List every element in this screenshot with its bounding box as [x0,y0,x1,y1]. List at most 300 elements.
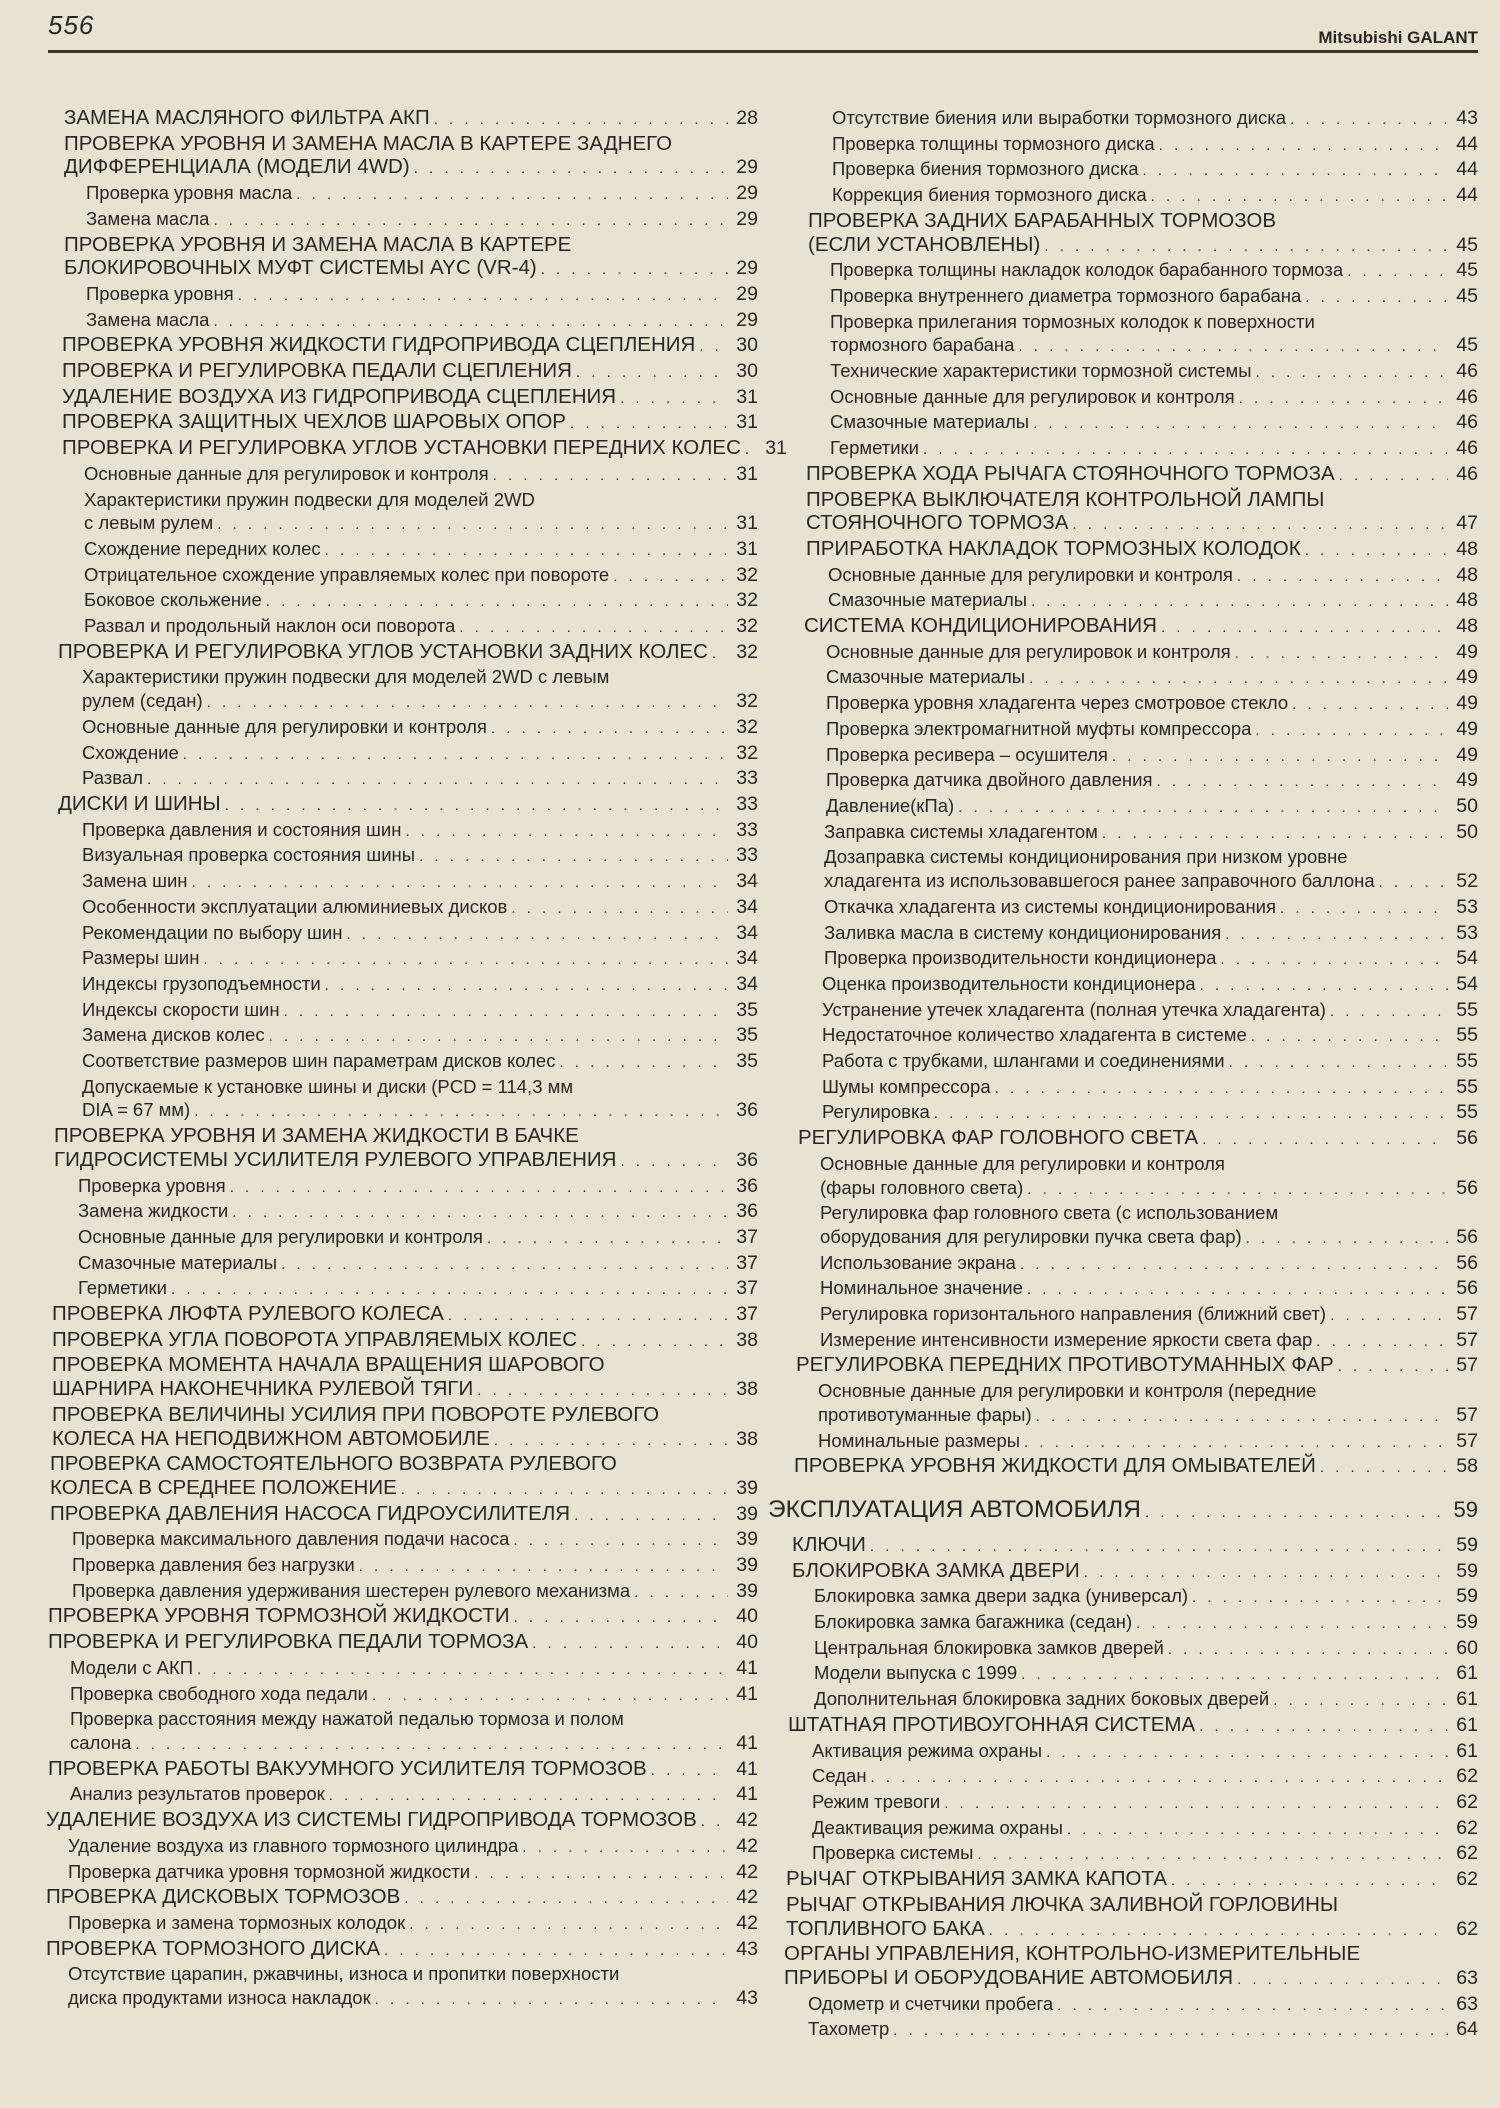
toc-subsection [58,1049,758,1075]
toc-page-number: 44 [1456,132,1478,155]
toc-entry-title: ПРОВЕРКА ДИСКОВЫХ ТОРМОЗОВ [46,1885,401,1909]
toc-page-number: 49 [1456,692,1478,715]
toc-page-number: 32 [736,589,758,612]
toc-subsection [58,1251,758,1277]
toc-dot-leader [944,1792,1448,1816]
toc-entry-title: Номинальные размеры [818,1429,1021,1451]
toc-page-number: 39 [736,1554,758,1577]
toc-subsection [768,1403,1478,1429]
toc-dot-leader [296,183,728,207]
toc-page-number: 62 [1456,1842,1478,1865]
toc-page-number: 42 [736,1860,758,1883]
toc-section [768,1454,1478,1480]
toc-dot-leader [419,845,728,869]
toc-page-number: 34 [736,947,758,970]
toc-subsection [768,895,1478,921]
toc-dot-leader [541,258,728,282]
toc-dot-leader [1018,335,1448,359]
toc-entry-title: Регулировка [822,1101,930,1123]
toc-entry-title: ПРОВЕРКА И РЕГУЛИРОВКА ПЕДАЛИ ТОРМОЗА [48,1630,529,1654]
toc-subsection [768,869,1478,895]
toc-dot-leader [1220,948,1448,972]
toc-entry-title: рулем (седан) [82,690,203,712]
toc-section [48,1630,758,1656]
toc-dot-leader [1145,1497,1448,1529]
toc-dot-leader [995,1077,1448,1101]
toc-subsection [768,310,1478,334]
toc-page-number: 30 [736,360,758,383]
toc-entry-title: БЛОКИРОВКА ЗАМКА ДВЕРИ [792,1558,1080,1582]
toc-page-number: 35 [736,998,758,1021]
toc-subsection [768,1841,1478,1867]
toc-dot-leader [989,1919,1448,1943]
toc-dot-leader [284,1000,728,1024]
toc-entry-title: Регулировка горизонтального направления (ближний свет) [820,1303,1327,1325]
toc-dot-leader [514,1606,728,1630]
toc-subsection [58,1911,758,1937]
toc-dot-leader [559,1051,728,1075]
toc-entry-title: Недостаточное количество хладагента в системе [822,1024,1247,1046]
toc-section [768,1353,1478,1379]
toc-section [768,1893,1478,1917]
toc-section [768,488,1478,512]
toc-page-number: 43 [736,1987,758,2010]
toc-page-number: 55 [1456,1075,1478,1098]
toc-page-number: 46 [1456,411,1478,434]
toc-section [48,1757,758,1783]
toc-entry-title: ПРОВЕРКА И РЕГУЛИРОВКА ПЕДАЛИ СЦЕПЛЕНИЯ [62,359,572,383]
toc-subsection [768,183,1478,209]
toc-page-number: 58 [1456,1455,1478,1478]
toc-subsection [58,488,758,512]
toc-dot-leader [1235,642,1448,666]
toc-subsection [58,1527,758,1553]
toc-entry-title: Замена жидкости [78,1200,229,1222]
toc-subsection [58,869,758,895]
toc-dot-leader [1027,1278,1448,1302]
toc-section [58,155,758,181]
toc-entry-title: Проверка толщины тормозного диска [832,132,1155,154]
toc-entry-title: Схождение передних колес [84,537,321,559]
toc-dot-leader [1067,1818,1448,1842]
toc-entry-title: УДАЛЕНИЕ ВОЗДУХА ИЗ ГИДРОПРИВОДА СЦЕПЛЕНИЯ [62,384,617,408]
toc-entry-title: DIA = 67 мм) [82,1099,191,1121]
toc-page-number: 59 [1456,1559,1478,1582]
toc-page-number: 56 [1456,1176,1478,1199]
toc-dot-leader [923,438,1448,462]
toc-entry-title: Характеристики пружин подвески для моделей 2WD [84,488,535,510]
toc-dot-leader [232,1201,728,1225]
toc-entry-title: Деактивация режима охраны [812,1816,1063,1838]
toc-section [58,106,758,132]
toc-page-number: 48 [1456,537,1478,560]
toc-entry-title: Модели выпуска с 1999 [814,1662,1018,1684]
toc-dot-leader [1347,260,1448,284]
toc-page-number: 53 [1456,921,1478,944]
toc-page-number: 57 [1456,1429,1478,1452]
toc-entry-title: Удаление воздуха из главного тормозного цилиндра [68,1834,519,1856]
toc-dot-leader [634,1581,728,1605]
toc-subsection [768,132,1478,158]
toc-page-number: 33 [736,792,758,815]
toc-entry-title: ПРОВЕРКА ЗАДНИХ БАРАБАННЫХ ТОРМОЗОВ [808,208,1276,232]
toc-page-number: 34 [736,870,758,893]
toc-subsection [768,640,1478,666]
toc-subsection [58,689,758,715]
toc-subsection [768,385,1478,411]
toc-dot-leader [620,1150,728,1174]
toc-subsection [58,1707,758,1731]
toc-entry-title: (ЕСЛИ УСТАНОВЛЕНЫ) [808,232,1041,256]
toc-dot-leader [701,1810,728,1834]
toc-entry-title: Проверка расстояния между нажатой педалью тормоза и полом [70,1708,624,1730]
toc-entry-title: ПРОВЕРКА И РЕГУЛИРОВКА УГЛОВ УСТАНОВКИ ЗАДНИХ КОЛЕС [58,639,708,663]
toc-subsection [58,1731,758,1757]
toc-entry-title: Проверка производительности кондиционера [824,947,1217,969]
toc-subsection [768,1429,1478,1455]
toc-entry-title: ШАРНИРА НАКОНЕЧНИКА РУЛЕВОЙ ТЯГИ [52,1377,474,1401]
toc-dot-leader [1280,897,1448,921]
toc-entry-title: ПРОВЕРКА И РЕГУЛИРОВКА УГЛОВ УСТАНОВКИ ПЕРЕДНИХ КОЛЕС [62,436,741,460]
toc-section [46,1808,758,1834]
toc-dot-leader [522,1836,728,1860]
toc-dot-leader [1320,1456,1448,1480]
toc-dot-leader [459,616,728,640]
toc-entry-title: Оценка производительности кондиционера [822,972,1196,994]
toc-page-number: 49 [1456,769,1478,792]
toc-dot-leader [513,1529,728,1553]
toc-entry-title: Проверка толщины накладок колодок барабанного тормоза [830,259,1344,281]
toc-entry-title: Технические характеристики тормозной системы [830,360,1252,382]
toc-page-number: 32 [736,615,758,638]
toc-entry-title: Замена дисков колес [82,1024,265,1046]
toc-page-number: 49 [1456,717,1478,740]
toc-page-number: 31 [736,411,758,434]
toc-section [58,256,758,282]
toc-page-number: 46 [1456,360,1478,383]
toc-entry-title: РЕГУЛИРОВКА ПЕРЕДНИХ ПРОТИВОТУМАННЫХ ФАР [796,1353,1334,1377]
toc-entry-title: Проверка системы [812,1842,974,1864]
toc-entry-title: ДИФФЕРЕНЦИАЛА (МОДЕЛИ 4WD) [64,155,410,179]
toc-dot-leader [1112,745,1448,769]
toc-entry-title: ДИСКИ И ШИНЫ [58,791,221,815]
toc-page-number: 31 [736,512,758,535]
toc-dot-leader [384,1939,728,1963]
toc-page-number: 36 [736,1200,758,1223]
toc-page-number: 45 [1456,284,1478,307]
toc-section [58,410,758,436]
page-header [48,8,1478,48]
toc-entry-title: Режим тревоги [812,1791,941,1812]
toc-page-number: 39 [736,1579,758,1602]
toc-entry-title: Проверка прилегания тормозных колодок к поверхности [830,310,1315,332]
toc-subsection [58,1023,758,1049]
toc-subsection [58,1986,758,2012]
toc-page-number: 44 [1456,158,1478,181]
toc-entry-title: ПРОВЕРКА ТОРМОЗНОГО ДИСКА [46,1936,381,1960]
toc-page-number: 62 [1456,1868,1478,1891]
toc-page-number: 49 [1456,743,1478,766]
toc-subsection [768,1276,1478,1302]
toc-page-number: 49 [1456,666,1478,689]
toc-page-number: 61 [1456,1662,1478,1685]
toc-dot-leader [1057,1994,1448,2018]
toc-section [768,209,1478,233]
toc-page-number: 50 [1456,794,1478,817]
toc-subsection [768,410,1478,436]
toc-page-number: 45 [1456,233,1478,256]
toc-subsection [58,181,758,207]
toc-page-number: 45 [1456,334,1478,357]
toc-entry-title: Проверка датчика двойного давления [826,769,1153,791]
header-rule [48,50,1478,53]
toc-dot-leader [1168,1638,1448,1662]
toc-page-number: 54 [1456,972,1478,995]
toc-entry-title: Анализ результатов проверок [70,1783,325,1805]
toc-section [54,1148,758,1174]
toc-dot-leader [1031,590,1448,614]
toc-entry-title: Смазочные материалы [828,589,1028,611]
toc-entry-title: ТОПЛИВНОГО БАКА [786,1916,985,1940]
toc-page-number: 41 [736,1682,758,1705]
toc-section [50,1452,758,1476]
toc-page-number: 37 [736,1303,758,1326]
page-number: 556 [48,10,95,40]
toc-entry-title: тормозного барабана [830,334,1015,356]
toc-section [768,1942,1478,1966]
toc-entry-title: Основные данные для регулировок и контроля [826,640,1231,662]
toc-page-number: 55 [1456,1024,1478,1047]
toc-entry-title: ПРОВЕРКА ДАВЛЕНИЯ НАСОСА ГИДРОУСИЛИТЕЛЯ [50,1501,571,1525]
toc-subsection [768,1687,1478,1713]
toc-dot-leader [893,2019,1448,2043]
toc-entry-title: РЫЧАГ ОТКРЫВАНИЯ ЛЮЧКА ЗАЛИВНОЙ ГОРЛОВИНЫ [786,1892,1339,1916]
toc-page-number: 46 [1456,437,1478,460]
toc-page-number: 36 [736,1148,758,1171]
toc-subsection [768,1661,1478,1687]
toc-entry-title: Блокировка замка двери задка (универсал) [814,1585,1189,1607]
toc-dot-leader [1239,387,1448,411]
toc-page-number: 56 [1456,1251,1478,1274]
toc-entry-title: Соответствие размеров шин параметрам дисков колес [82,1050,556,1072]
toc-page-number: 44 [1456,184,1478,207]
toc-subsection [58,511,758,537]
toc-page-number: 29 [736,282,758,305]
toc-dot-leader [1225,923,1448,947]
toc-page-number: 42 [736,1834,758,1857]
toc-dot-leader [574,1504,728,1528]
toc-entry-title: Отсутствие царапин, ржавчины, износа и пропитки поверхности [68,1963,620,1985]
toc-subsection [768,1992,1478,2018]
toc-page-number: 42 [736,1809,758,1832]
toc-entry-title: Проверка уровня [86,282,234,304]
toc-entry-title: Заливка масла в систему кондиционирования [824,921,1222,943]
toc-dot-leader [871,1766,1448,1790]
toc-page-number: 31 [736,537,758,560]
toc-subsection [768,1100,1478,1126]
toc-page-number: 36 [736,1174,758,1197]
toc-entry-title: ПРОВЕРКА ВЫКЛЮЧАТЕЛЯ КОНТРОЛЬНОЙ ЛАМПЫ [806,487,1325,511]
toc-section [52,1377,758,1403]
toc-dot-leader [1044,235,1448,259]
toc-subsection [768,921,1478,947]
toc-page-number: 38 [736,1427,758,1450]
toc-subsection [58,921,758,947]
toc-entry-title: Проверка уровня [78,1174,226,1196]
toc-subsection [58,1656,758,1682]
toc-page-number: 57 [1456,1328,1478,1351]
toc-dot-leader [1237,565,1448,589]
toc-dot-leader [581,1330,728,1354]
toc-subsection [768,1302,1478,1328]
toc-entry-title: Замена шин [82,870,188,892]
toc-page-number: 42 [736,1886,758,1909]
toc-subsection [768,1023,1478,1049]
toc-subsection [768,1328,1478,1354]
toc-dot-leader [1305,539,1448,563]
toc-page-number: 59 [1453,1496,1478,1522]
toc-subsection [58,715,758,741]
toc-subsection [768,106,1478,132]
toc-entry-title: УДАЛЕНИЕ ВОЗДУХА ИЗ СИСТЕМЫ ГИДРОПРИВОДА ТОРМОЗОВ [46,1808,697,1832]
toc-dot-leader [745,438,757,462]
toc-dot-leader [266,590,728,614]
toc-section [54,1124,758,1148]
toc-page-number: 39 [736,1528,758,1551]
toc-section [52,1302,758,1328]
toc-subsection [58,1174,758,1200]
toc-page-number: 40 [736,1605,758,1628]
toc-dot-leader [1024,1431,1448,1455]
toc-entry-title: Проверка и замена тормозных колодок [68,1911,406,1933]
toc-entry-title: Боковое скольжение [84,589,262,611]
toc-dot-leader [934,1102,1448,1126]
toc-dot-leader [329,1784,728,1808]
toc-section [58,359,758,385]
toc-entry-title: Работа с трубками, шлангами и соединениями [822,1050,1225,1072]
toc-subsection [768,1075,1478,1101]
toc-entry-title: Шумы компрессора [822,1075,991,1097]
toc-subsection [58,207,758,233]
toc-subsection [768,972,1478,998]
toc-page-number: 30 [736,334,758,357]
toc-page-number: 37 [736,1225,758,1248]
toc-page-number: 57 [1456,1403,1478,1426]
toc-entry-title: противотуманные фары) [818,1403,1032,1425]
toc-dot-leader [1202,1128,1448,1152]
toc-subsection [768,359,1478,385]
toc-page-number: 52 [1456,870,1478,893]
toc-subsection [768,563,1478,589]
toc-left-column [46,106,787,2012]
toc-subsection [58,766,758,792]
toc-page-number: 45 [1456,259,1478,282]
toc-dot-leader [183,743,728,767]
toc-subsection [768,2017,1478,2043]
toc-dot-leader [1256,361,1449,385]
toc-page-number: 32 [736,640,758,663]
toc-entry-title: Активация режима охраны [812,1739,1043,1761]
toc-entry-title: Отрицательное схождение управляемых колес при повороте [84,563,610,585]
toc-dot-leader [1379,871,1448,895]
toc-page-number: 63 [1456,1966,1478,1989]
toc-entry-title: ЭКСПЛУАТАЦИЯ АВТОМОБИЛЯ [768,1495,1141,1523]
toc-entry-title: Проверка датчика уровня тормозной жидкости [68,1860,471,1882]
toc-page-number: 46 [1456,385,1478,408]
toc-subsection [768,665,1478,691]
toc-dot-leader [1192,1586,1448,1610]
toc-subsection [768,1176,1478,1202]
toc-entry-title: Коррекция биения тормозного диска [832,184,1147,206]
toc-section [58,132,758,156]
toc-entry-title: ПРОВЕРКА САМОСТОЯТЕЛЬНОГО ВОЗВРАТА РУЛЕВОГО [50,1452,617,1476]
toc-dot-leader [477,1379,728,1403]
toc-entry-title: ПРОВЕРКА УРОВНЯ И ЗАМЕНА ЖИДКОСТИ В БАЧКЕ [54,1124,579,1148]
toc-page-number: 48 [1456,615,1478,638]
toc-subsection [58,1860,758,1886]
toc-dot-leader [1316,1330,1448,1354]
toc-subsection [58,588,758,614]
toc-page-number: 34 [736,972,758,995]
toc-entry-title: Проверка электромагнитной муфты компрессора [826,717,1252,739]
toc-section [58,385,758,411]
toc-subsection [768,1584,1478,1610]
toc-entry-title: Блокировка замка багажника (седан) [814,1611,1133,1633]
toc-page-number: 56 [1456,1277,1478,1300]
toc-page-number: 49 [1456,640,1478,663]
toc-subsection [768,1816,1478,1842]
toc-entry-title: ШТАТНАЯ ПРОТИВОУГОННАЯ СИСТЕМА [788,1712,1196,1736]
toc-entry-title: ПРОВЕРКА УРОВНЯ ЖИДКОСТИ ГИДРОПРИВОДА СЦЕПЛЕНИЯ [62,333,696,357]
toc-dot-leader [712,642,728,666]
toc-dot-leader [1237,1968,1448,1992]
toc-entry-title: КОЛЕСА НА НЕПОДВИЖНОМ АВТОМОБИЛЕ [52,1426,490,1450]
toc-entry-title: Седан [812,1765,867,1787]
toc-page-number: 53 [1456,895,1478,918]
toc-entry-title: Центральная блокировка замков дверей [814,1636,1164,1658]
toc-section [768,1126,1478,1152]
toc-subsection [58,818,758,844]
toc-dot-leader [1292,693,1448,717]
toc-dot-leader [192,871,728,895]
toc-section [768,614,1478,640]
toc-dot-leader [401,1478,728,1502]
toc-entry-title: Проверка уровня хладагента через смотровое стекло [826,692,1289,714]
toc-section [768,233,1478,259]
toc-subsection [768,820,1478,846]
toc-subsection [58,843,758,869]
toc-dot-leader [207,691,728,715]
toc-subsection [58,1834,758,1860]
toc-page-number: 61 [1456,1739,1478,1762]
toc-page-number: 61 [1456,1688,1478,1711]
toc-entry-title: ПРОВЕРКА УРОВНЯ ТОРМОЗНОЙ ЖИДКОСТИ [48,1604,510,1628]
toc-section [768,1713,1478,1739]
toc-entry-title: ПРИРАБОТКА НАКЛАДОК ТОРМОЗНЫХ КОЛОДОК [806,536,1301,560]
toc-dot-leader [405,820,728,844]
toc-entry-title: Визуальная проверка состояния шины [82,844,416,866]
toc-dot-leader [203,948,728,972]
toc-dot-leader [217,513,728,537]
toc-page-number: 50 [1456,820,1478,843]
toc-page-number: 64 [1456,2018,1478,2041]
toc-dot-leader [372,1684,728,1708]
toc-page-number: 31 [736,385,758,408]
toc-page-number: 33 [736,767,758,790]
toc-dot-leader [1330,1304,1448,1328]
toc-page-number: 41 [736,1732,758,1754]
toc-entry-title: Проверка давления удерживания шестерен рулевого механизма [72,1579,631,1601]
